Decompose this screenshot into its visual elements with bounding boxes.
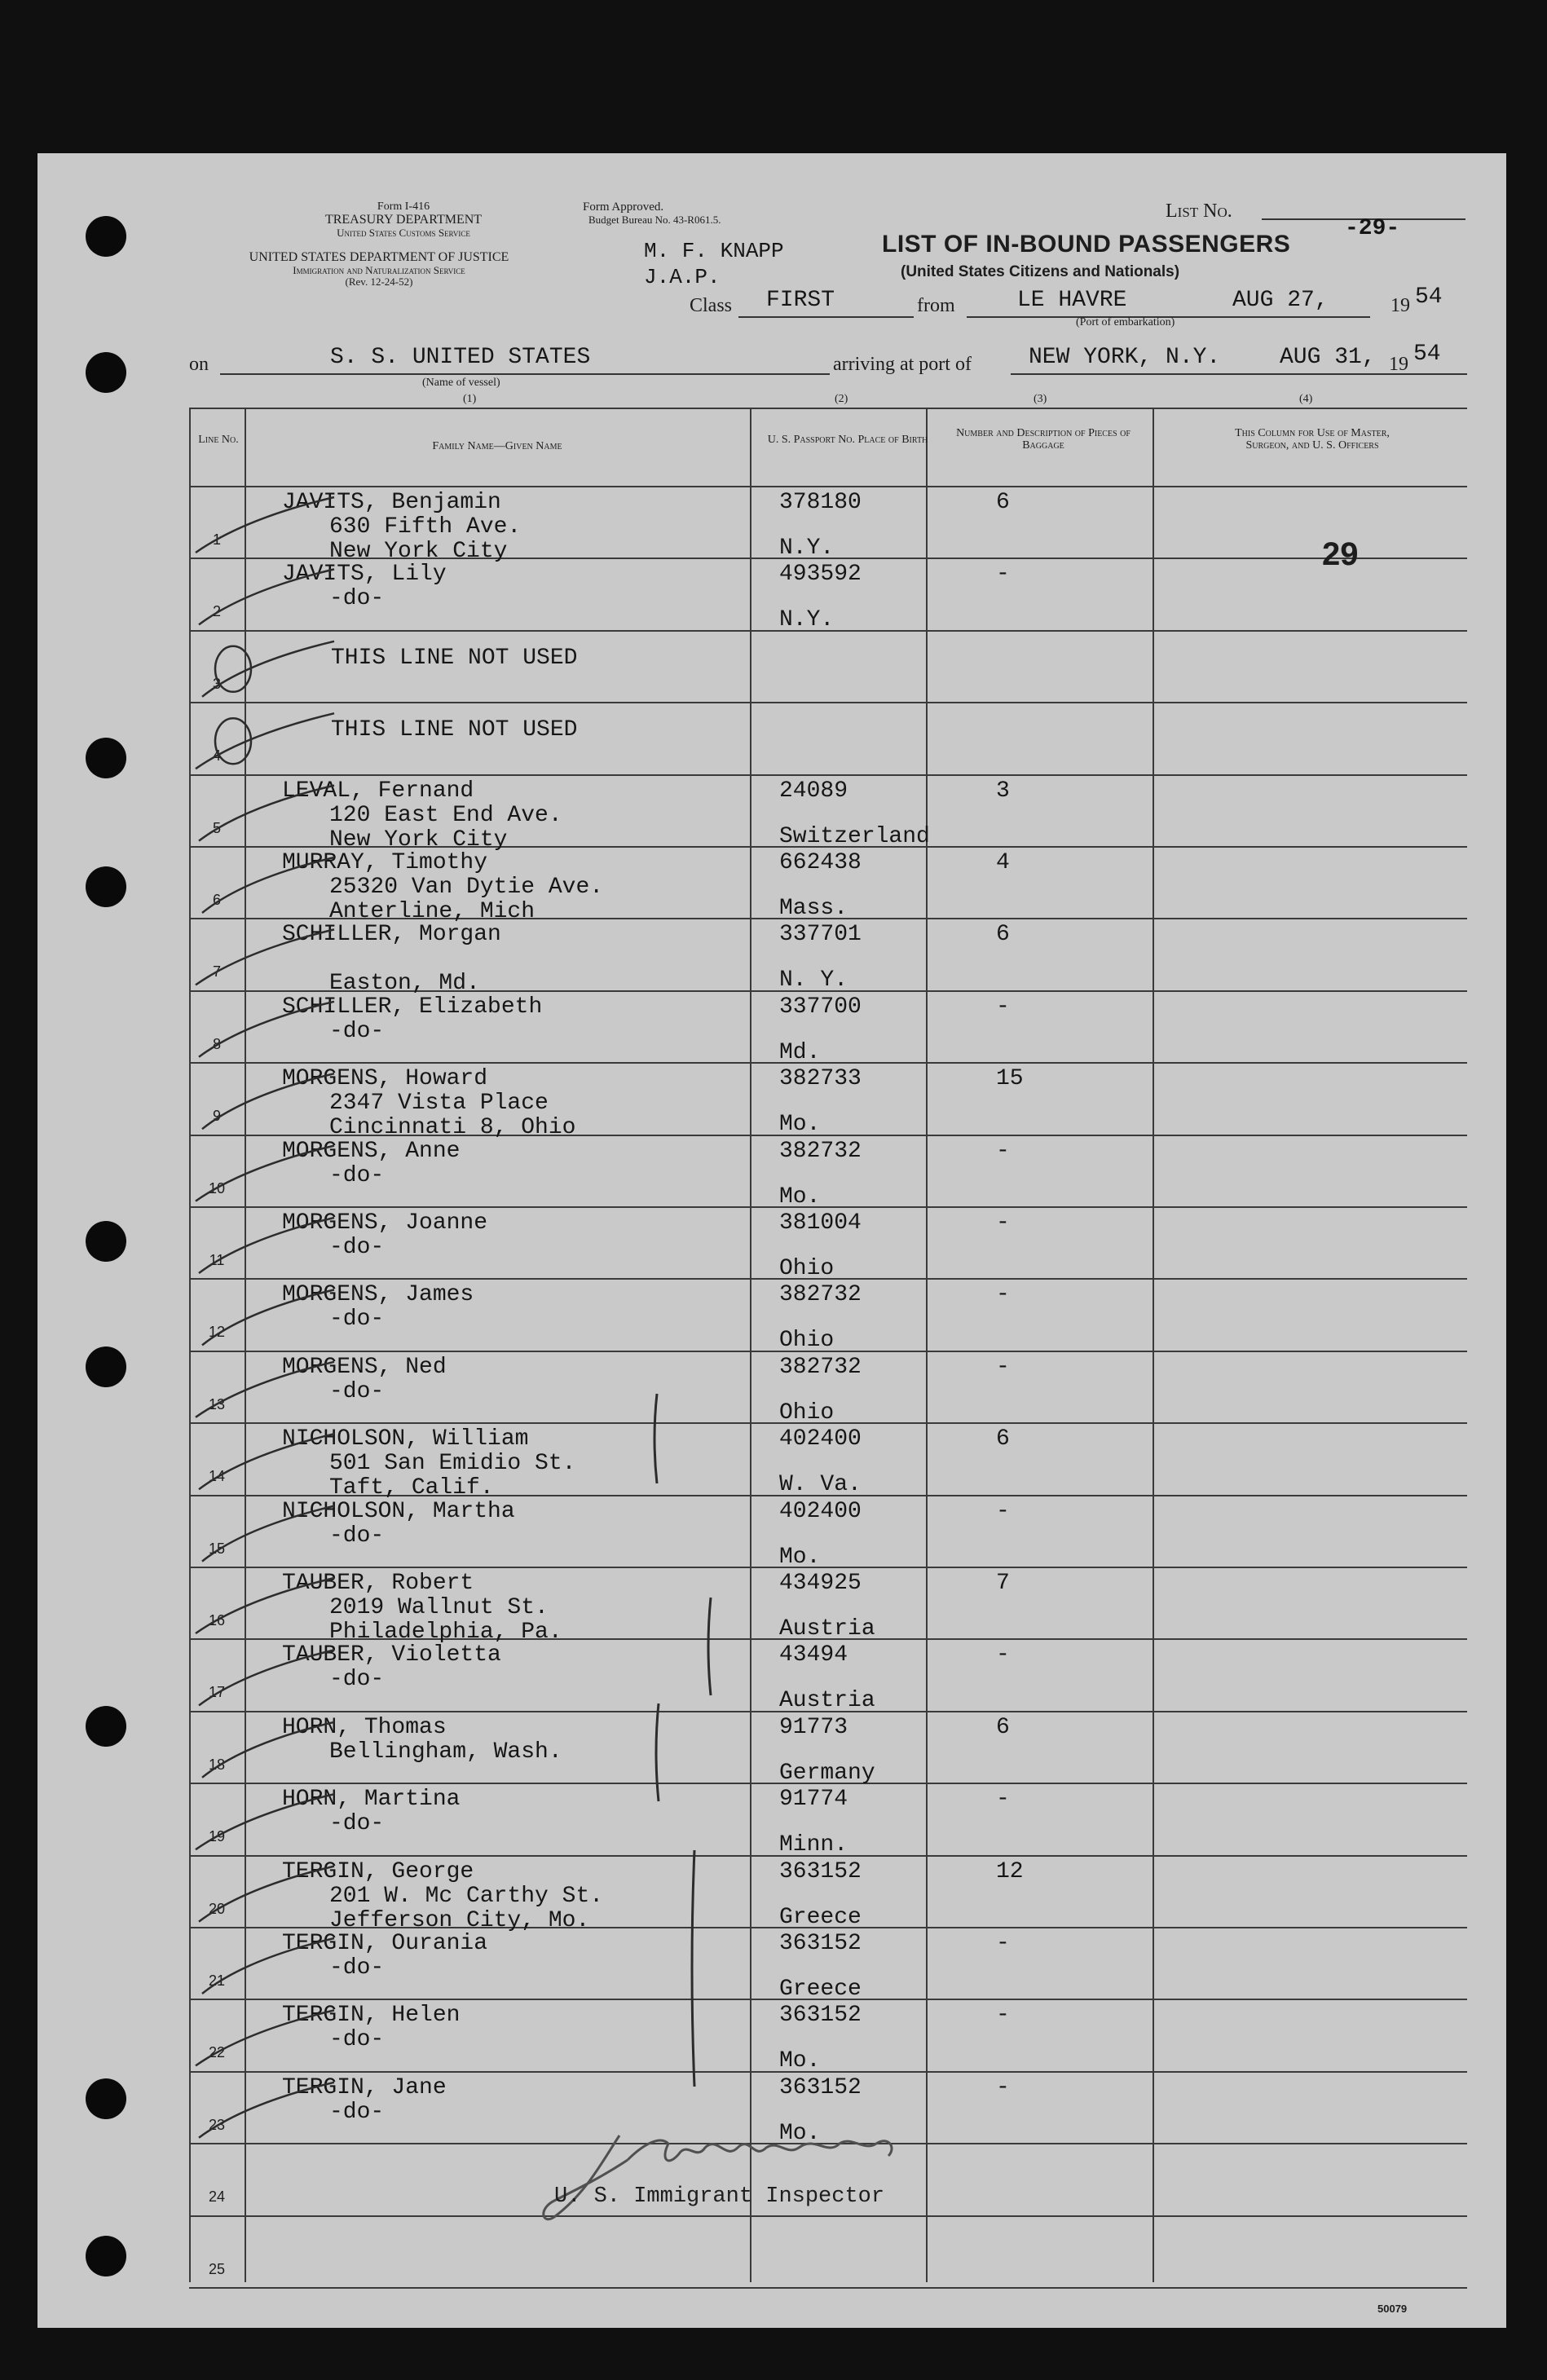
line-number: 6 [212,892,221,908]
form-number: Form I-416 [377,201,430,213]
baggage-count: - [996,2075,1010,2100]
line-number: 21 [208,1972,226,1989]
passport-number: 382733 [779,1066,862,1091]
baggage-count: - [996,994,1010,1020]
baggage-count: 6 [996,1715,1010,1740]
passenger-address-2: Taft, Calif. [329,1475,494,1501]
passport-number: 662438 [779,850,862,875]
passport-number: 24089 [779,778,848,804]
passenger-name: MURRAY, Timothy [282,850,488,875]
place-of-birth: Md. [779,1040,821,1065]
baggage-count: - [996,1787,1010,1812]
line-number: 25 [208,2261,226,2277]
passenger-name: TAUBER, Robert [282,1571,474,1596]
arrival-date: AUG 31, [1280,345,1376,370]
passenger-name: TERGIN, Helen [282,2003,461,2028]
line-number: 2 [212,603,221,619]
passport-number: 91774 [779,1787,848,1812]
line-number: 16 [208,1612,226,1629]
on-label: on [189,354,209,375]
col-num-1: (1) [463,393,477,405]
form-title: LIST OF IN-BOUND PASSENGERS [882,231,1291,258]
passenger-name: TAUBER, Violetta [282,1642,501,1668]
line-number: 13 [208,1396,226,1413]
col-num-3: (3) [1034,393,1047,405]
passenger-name: TERGIN, Ourania [282,1931,488,1956]
place-of-birth: Mo. [779,1545,821,1570]
passenger-address-1: -do- [329,1667,385,1692]
baggage-count: - [996,2003,1010,2028]
place-of-birth: Greece [779,1905,862,1930]
baggage-count: 6 [996,1426,1010,1452]
form-approved: Form Approved. [583,201,664,214]
place-of-birth: Mo. [779,2121,821,2146]
place-of-birth: Greece [779,1977,862,2002]
passport-number: 434925 [779,1571,862,1596]
passenger-name: TERGIN, Jane [282,2075,447,2100]
line-number: 5 [212,820,221,836]
passenger-name: MORGENS, Anne [282,1139,461,1164]
class-value: FIRST [766,288,835,313]
passport-number: 363152 [779,1931,862,1956]
passenger-name: MORGENS, Joanne [282,1210,488,1236]
passenger-name: MORGENS, Ned [282,1355,447,1380]
print-code: 50079 [1377,2303,1408,2315]
from-label: from [917,295,955,316]
place-of-birth: Mo. [779,2048,821,2074]
baggage-count: 12 [996,1859,1024,1884]
baggage-count: - [996,562,1010,587]
passenger-address-1: 630 Fifth Ave. [329,514,522,540]
line-number: 3 [212,676,221,692]
form-subtitle: (United States Citizens and Nationals) [901,263,1180,280]
passenger-name: NICHOLSON, Martha [282,1499,515,1524]
line-number: 11 [209,1252,225,1268]
line-number: 22 [208,2044,226,2060]
passenger-address-1: 25320 Van Dytie Ave. [329,875,604,900]
line-number: 8 [212,1036,221,1052]
place-of-birth: Ohio [779,1400,835,1426]
col-header-passport: U. S. Passport No. Place of Birth [767,434,928,446]
unused-line-text: THIS LINE NOT USED [331,646,578,671]
baggage-count: 15 [996,1066,1024,1091]
passenger-address-1: -do- [329,2100,385,2125]
place-of-birth: N.Y. [779,607,835,632]
col-header-line-no: Line No. [198,434,239,446]
passport-number: 337700 [779,994,862,1020]
place-of-birth: W. Va. [779,1472,862,1497]
passport-number: 382732 [779,1139,862,1164]
passenger-address-2: New York City [329,539,508,564]
passenger-address-2: Philadelphia, Pa. [329,1620,562,1645]
baggage-count: - [996,1642,1010,1668]
col-header-name: Family Name—Given Name [432,440,562,452]
arriving-label: arriving at port of [833,354,972,375]
passenger-name: LEVAL, Fernand [282,778,474,804]
passport-number: 337701 [779,922,862,947]
passenger-address-1: -do- [329,586,385,611]
departure-date: AUG 27, [1232,288,1329,313]
baggage-count: 7 [996,1571,1010,1596]
place-of-birth: Austria [779,1616,875,1642]
passport-number: 363152 [779,1859,862,1884]
line-number: 24 [208,2188,226,2205]
line-number: 1 [212,531,221,548]
departure-year: 54 [1415,284,1443,310]
passport-number: 402400 [779,1499,862,1524]
typist-name: M. F. KNAPP [644,239,784,263]
baggage-count: 6 [996,922,1010,947]
list-number: -29- [1345,216,1400,241]
line-number: 18 [208,1756,226,1773]
budget-bureau: Budget Bureau No. 43-R061.5. [588,214,721,226]
line-number: 7 [212,963,221,980]
passenger-name: SCHILLER, Morgan [282,922,501,947]
place-of-birth: Mo. [779,1112,821,1137]
line-number: 19 [208,1828,226,1844]
line-number: 23 [208,2117,226,2133]
passenger-address-1: -do- [329,1307,385,1332]
col-header-officers: This Column for Use of Master, Surgeon, and U. S. Officers [1235,427,1390,452]
passenger-name: MORGENS, Howard [282,1066,488,1091]
passenger-name: SCHILLER, Elizabeth [282,994,543,1020]
line-number: 14 [208,1468,226,1484]
place-of-birth: Minn. [779,1832,848,1858]
passport-number: 43494 [779,1642,848,1668]
passport-number: 382732 [779,1282,862,1307]
passenger-address-2: Easton, Md. [329,971,480,996]
passenger-address-1: -do- [329,1379,385,1404]
place-of-birth: N.Y. [779,536,835,561]
typist-initials: J.A.P. [644,265,721,289]
depart-year-prefix: 19 [1391,295,1410,316]
vessel-name: S. S. UNITED STATES [330,345,591,370]
passenger-address-1: 2019 Wallnut St. [329,1595,549,1620]
vessel-label: (Name of vessel) [422,377,500,389]
baggage-count: - [996,1931,1010,1956]
baggage-count: - [996,1210,1010,1236]
passport-number: 378180 [779,490,862,515]
officer-mark: 29 [1322,536,1359,572]
arrival-year-prefix: 19 [1389,354,1408,375]
passenger-name: NICHOLSON, William [282,1426,529,1452]
baggage-count: - [996,1499,1010,1524]
line-number: 17 [208,1684,226,1700]
passenger-address-1: -do- [329,1811,385,1836]
arrival-year: 54 [1413,342,1441,367]
passenger-address-1: -do- [329,1523,385,1549]
line-number: 15 [208,1540,226,1557]
treasury-department: TREASURY DEPARTMENT [324,213,483,227]
place-of-birth: Switzerland [779,824,930,849]
line-number: 20 [208,1901,226,1917]
place-of-birth: Ohio [779,1328,835,1353]
line-number: 12 [208,1324,226,1340]
list-no-label: List No. [1166,201,1232,222]
col-header-baggage: Number and Description of Pieces of Baggage [956,427,1130,452]
passenger-address-1: -do- [329,1955,385,1981]
class-label: Class [690,295,733,316]
immigration-service: Immigration and Naturalization Service [293,264,465,276]
passenger-name: HORN, Martina [282,1787,461,1812]
passenger-address-1: -do- [329,2027,385,2052]
passenger-address-1: Bellingham, Wash. [329,1739,562,1765]
baggage-count: 6 [996,490,1010,515]
col-num-4: (4) [1299,393,1313,405]
port-of-embarkation: LE HAVRE [1017,288,1127,313]
passport-number: 381004 [779,1210,862,1236]
form-revision: (Rev. 12-24-52) [345,275,413,288]
place-of-birth: Mo. [779,1184,821,1210]
passenger-name: HORN, Thomas [282,1715,447,1740]
col-num-2: (2) [835,393,848,405]
passenger-address-2: Jefferson City, Mo. [329,1908,590,1933]
line-number: 4 [212,747,221,764]
arrival-port: NEW YORK, N.Y. [1029,345,1221,370]
passenger-address-1: -do- [329,1235,385,1260]
passenger-address-2: New York City [329,827,508,853]
passenger-address-1: 120 East End Ave. [329,803,562,828]
passport-number: 382732 [779,1355,862,1380]
passenger-name: JAVITS, Lily [282,562,447,587]
passport-number: 493592 [779,562,862,587]
passenger-name: TERGIN, George [282,1859,474,1884]
passenger-address-1: 201 W. Mc Carthy St. [329,1884,604,1909]
passenger-address-1: 501 San Emidio St. [329,1451,576,1476]
passenger-address-2: Cincinnati 8, Ohio [329,1115,576,1140]
place-of-birth: N. Y. [779,967,848,993]
passenger-address-2: Anterline, Mich [329,899,536,924]
line-number: 10 [208,1180,226,1197]
port-embarkation-label: (Port of embarkation) [1076,316,1175,328]
passport-number: 402400 [779,1426,862,1452]
baggage-count: - [996,1139,1010,1164]
unused-line-text: THIS LINE NOT USED [331,717,578,743]
line-number: 9 [212,1108,221,1124]
baggage-count: 3 [996,778,1010,804]
baggage-count: - [996,1355,1010,1380]
passenger-name: JAVITS, Benjamin [282,490,501,515]
justice-department: UNITED STATES DEPARTMENT OF JUSTICE [249,250,509,264]
place-of-birth: Austria [779,1688,875,1713]
place-of-birth: Ohio [779,1256,835,1281]
place-of-birth: Germany [779,1761,875,1786]
passport-number: 91773 [779,1715,848,1740]
baggage-count: - [996,1282,1010,1307]
passport-number: 363152 [779,2075,862,2100]
place-of-birth: Mass. [779,896,848,921]
passenger-address-1: 2347 Vista Place [329,1091,549,1116]
baggage-count: 4 [996,850,1010,875]
customs-service: United States Customs Service [337,227,470,239]
passenger-name: MORGENS, James [282,1282,474,1307]
passenger-address-1: -do- [329,1163,385,1188]
passport-number: 363152 [779,2003,862,2028]
inspector-label: U. S. Immigrant Inspector [554,2184,885,2209]
passenger-address-1: -do- [329,1019,385,1044]
